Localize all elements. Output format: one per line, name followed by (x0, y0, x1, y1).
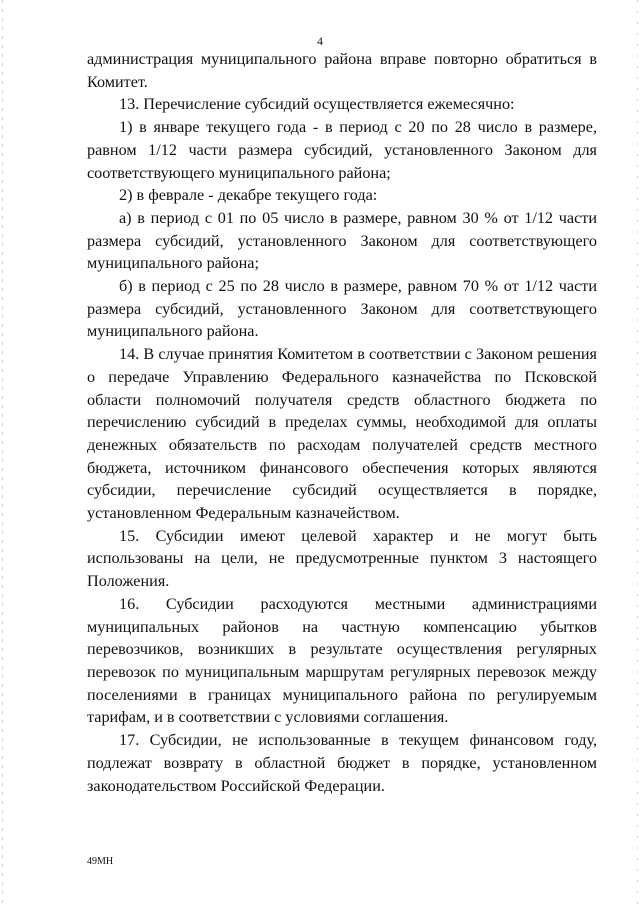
paragraph-13-item-2: 2) в феврале - декабре текущего года: (119, 186, 378, 205)
paragraph-14: 14. В случае принятия Комитетом в соответствии с Законом решения о передаче Управлению Федерального казначейства по Псковской области полномочий получателя средств областного бюджета по перечислению субсидий в пределах суммы, необходимой для оплаты денежных обязательств по расходам получателей средств местного бюджета, источником финансового обеспечения которых являются субсидии, перечисление субсидий осуществляется в порядке, установленном Федеральным казначейством. (87, 345, 597, 523)
paragraph-13-item-1: 1) в январе текущего года - в период с 20 по 28 число в размере, равном 1/12 части размера субсидий, установленного Законом для соответствующего муниципального района; (87, 118, 597, 182)
paragraph-13: 13. Перечисление субсидий осуществляется ежемесячно: (119, 95, 515, 114)
page-number: 4 (317, 34, 323, 48)
scan-edge-left (2, 0, 3, 905)
paragraph-13-item-2a: а) в период с 01 по 05 число в размере, равном 30 % от 1/12 части размера субсидий, установленного Законом для соответствующего муниципального района; (87, 208, 597, 273)
paragraph-16: 16. Субсидии расходуются местными администрациями муниципальных районов на частную компенсацию убытков перевозчиков, возникших в результате осуществления регулярных перевозок по муниципальным маршрутам регулярных перевозок между поселениями в границах муниципального района по регулируемым тарифам, и в соответствии с условиями соглашения. (87, 594, 597, 727)
paragraph-13-item-2b: б) в период с 25 по 28 число в размере, равном 70 % от 1/12 части размера субсидий, установленного Законом для соответствующего муниципального района. (87, 277, 597, 341)
paragraph-15: 15. Субсидии имеют целевой характер и не могут быть использованы на цели, не предусмотренные пунктом 3 настоящего Положения. (87, 526, 597, 591)
document-body (87, 48, 597, 797)
footer-code: 49МН (87, 856, 114, 867)
scan-edge-right (637, 0, 638, 905)
paragraph-continuation: администрация муниципального района вправе повторно обратиться в Комитет. (87, 50, 597, 91)
paragraph-17: 17. Субсидии, не использованные в текущем финансовом году, подлежат возврату в областной бюджет в порядке, установленном законодательством Российской Федерации. (87, 731, 597, 795)
